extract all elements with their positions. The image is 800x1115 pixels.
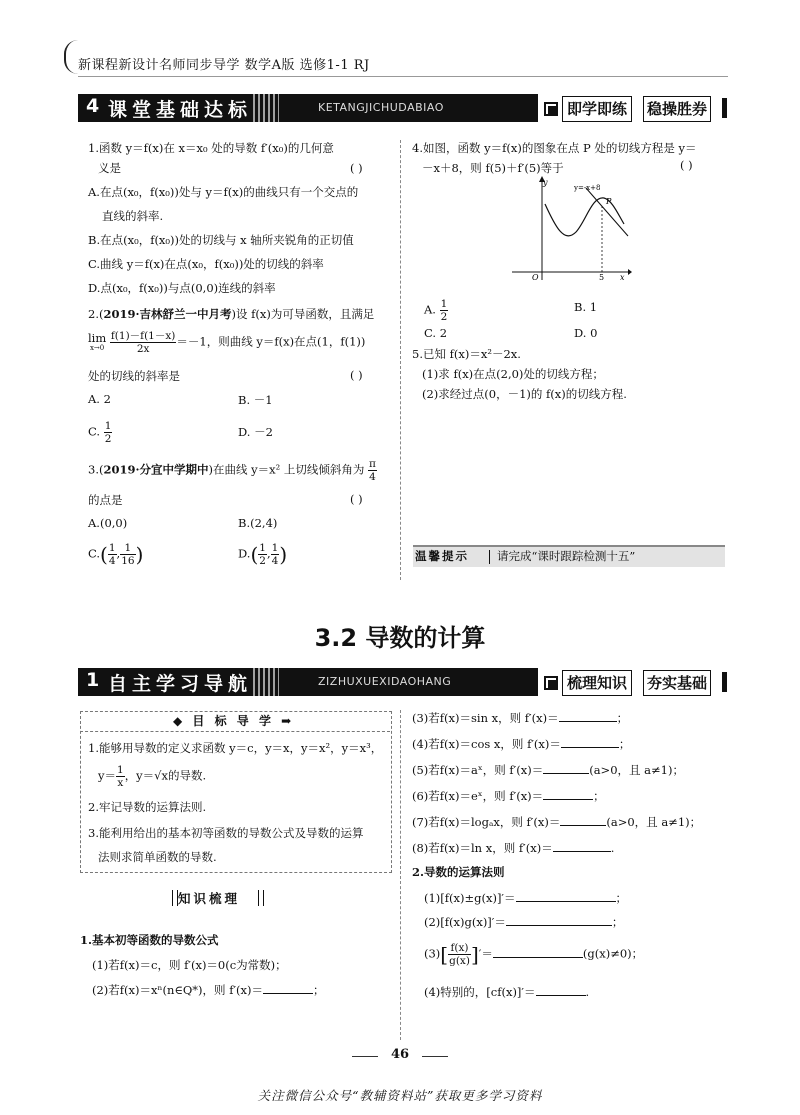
q2-stem-post: )设 f(x)为可导函数，且满足 [231,307,375,321]
knowledge-section-1: 1.基本初等函数的导数公式 [80,933,219,947]
q4-option-a [424,298,448,323]
q4-a-den: 2 [440,311,448,323]
q2-source: 2019·吉林舒兰一中月考 [103,307,232,321]
rule-3-blank [493,946,583,958]
formula-3-semi: ； [616,711,629,725]
q3-source: 2019·分宜中学期中 [103,462,209,477]
knowledge-section-2: 2.导数的运算法则 [412,865,505,879]
q2-option-a: A. 2 [88,392,111,406]
q5-part-1: (1)求 f(x)在点(2,0)处的切线方程； [422,367,604,381]
question-5 [412,344,627,404]
graph-origin-label: O [532,273,539,280]
q3-answer-paren: ( ) [350,492,363,506]
rule-4-dot: . [585,985,590,999]
formula-7 [412,812,701,832]
banner-pinyin: KETANGJICHUDABIAO [318,101,444,114]
rule-2-semi: ； [611,915,624,929]
q3-d-d1: 2 [259,555,266,567]
q3-c-n1: 1 [108,542,116,554]
rule-4 [424,982,589,1002]
formula-5 [412,760,684,780]
q4-a-num: 1 [440,298,448,310]
q4-answer-paren: ( ) [680,158,693,172]
formula-5-blank [543,762,589,774]
q3-frac-den: 4 [369,471,376,483]
rule-1-blank [516,890,616,902]
q4-option-b: B. 1 [574,300,598,314]
q1-option-a: A.在点(x₀，f(x₀))处与 y＝f(x)的曲线只有一个交点的 [88,185,359,199]
goal-1-y: y＝ [98,768,116,783]
q3-stem-post: )在曲线 y＝x² 上切线倾斜角为 [208,462,365,477]
graph-five-label: 5 [599,273,605,280]
q1-option-a-cont: 直线的斜率. [102,209,164,223]
q3-c-d1: 4 [108,555,116,567]
formula-2-text: (2)若f(x)＝xⁿ(n∈Q*)，则 f′(x)＝ [92,983,264,997]
q3-d-prefix: D. [238,546,251,561]
q3-frac-num: π [369,458,376,470]
q2-option-b: B. －1 [238,393,273,407]
banner-end-bar [722,98,727,118]
q2-c-den: 2 [104,433,112,445]
page-number: 46 [390,1047,410,1062]
q4-a-fraction [440,298,449,323]
formula-4-semi: ； [618,737,631,751]
arrow-left-icon: ◆ [173,714,186,728]
formula-4 [412,734,630,754]
goal-1: 1.能够用导数的定义求函数 y＝c，y＝x，y＝x²，y＝x³， [88,741,383,755]
rule-2-text: (2)[f(x)g(x)]′＝ [424,915,506,929]
formula-5-tail: (a>0，且 a≠1)； [589,763,684,777]
banner-number: 1 [86,669,100,691]
formula-7-text: (7)若f(x)＝logₐx，则 f′(x)＝ [412,815,561,829]
formula-3-blank [559,710,617,722]
q3-prefix: 3.( [88,462,104,477]
graph-x-arrow [628,269,632,275]
q3-stem-line2: 的点是 [88,493,123,507]
q1-option-d: D.点(x₀，f(x₀))与点(0,0)连线的斜率 [88,281,276,295]
q2-lim-text: lim [88,330,107,345]
q2-lim-sub: x→0 [89,343,105,352]
q3-option-a: A.(0,0) [88,516,128,530]
kb-right-bar [258,890,264,906]
goals-head-rule [80,731,390,732]
q2-c-prefix: C. [88,424,101,439]
formula-6 [412,786,605,806]
q3-d-frac2 [271,542,280,567]
formula-7-tail: (a>0，且 a≠1)； [606,815,702,829]
q2-limit-line [88,330,365,355]
banner-stripe [253,668,279,696]
arrow-right-icon: ➡ [281,714,295,728]
q4-graph [512,176,632,280]
q2-stem-line2: ＝－1，则曲线 y＝f(x)在点(1，f(1)) [176,334,366,349]
goals-list [88,738,386,867]
q2-frac-den: 2x [136,343,150,355]
q3-option-c: C.( $\frac{1}{4}$ , $\frac{1}{16}$ ) [88,542,144,567]
goal-1-fraction [116,764,125,789]
banner-dark-band [78,94,538,122]
formula-5-text: (5)若f(x)＝aˣ，则 f′(x)＝ [412,763,544,777]
q3-c-prefix: C. [88,546,101,561]
rule-1 [424,888,627,908]
rule-3-tail: (g(x)≠0)； [582,946,644,961]
formula-4-blank [561,736,619,748]
tip-box [413,545,725,567]
rule-3: (3)[ $\frac{f(x)}{g(x)}$ ]′＝ (g(x)≠0)； [424,942,644,967]
running-header: 新课程新设计名师同步导学 数学A版 选修1-1 RJ [78,58,370,73]
tip-text: 请完成“课时跟踪检测十五” [497,549,636,563]
footer-note: 关注微信公众号“教辅资料站”获取更多学习资料 [257,1088,543,1103]
graph-x-label: x [620,273,625,280]
q2-option-c [88,420,112,445]
section-title: 3.2 导数的计算 [314,624,486,652]
column-divider-2 [400,710,401,1040]
goal-2: 2.牢记导数的运算法则. [88,800,207,814]
banner-square-fill [548,680,556,688]
rule-1-text: (1)[f(x)±g(x)]′＝ [424,891,516,905]
q2-stem-line3: 处的切线的斜率是 [88,369,180,383]
rule-3-prefix: (3) [424,946,441,961]
column-divider [400,140,401,580]
q1-stem-line1: 1.函数 y＝f(x)在 x＝x₀ 处的导数 f′(x₀)的几何意 [88,141,334,155]
banner-pinyin: ZIZHUXUEXIDAOHANG [318,675,452,688]
banner-tag-2: 稳操胜券 [643,96,711,122]
tip-label: 温馨提示 [415,549,469,563]
formula-2-semi: ； [313,983,325,997]
rule-4-text: (4)特别的，[cf(x)]′＝ [424,985,536,999]
q3-d-n1: 1 [259,542,266,554]
goal-1-cont [88,764,386,789]
formula-6-text: (6)若f(x)＝eˣ，则 f′(x)＝ [412,789,544,803]
q2-lim [88,330,107,353]
q3-option-d: D.( $\frac{1}{2}$ , $\frac{1}{4}$ ) [238,542,288,567]
banner-tag-1: 梳理知识 [562,670,632,696]
formula-6-semi: ； [593,789,605,803]
banner-dark-band [78,668,538,696]
header-rule [78,76,728,77]
rule-2-blank [506,914,612,926]
q3-c-n2: 1 [120,542,135,555]
q3-fraction [368,458,377,483]
question-2 [88,304,374,324]
banner-number: 4 [86,95,100,117]
banner-square-fill [548,106,556,114]
q1-option-b: B.在点(x₀，f(x₀))处的切线与 x 轴所夹锐角的正切值 [88,233,354,247]
q4-stem-line1: 4.如图，函数 y＝f(x)的图象在点 P 处的切线方程是 y＝ [412,141,697,155]
banner-title: 自主学习导航 [108,673,253,695]
question-4 [412,138,697,178]
banner-tag-2: 夯实基础 [643,670,711,696]
graph-curve [545,198,624,236]
formula-8-dot: . [610,841,615,855]
goals-heading [173,712,294,729]
graph-y-label: y [543,178,548,187]
q3-c-d2: 16 [121,555,135,567]
goal-1-den: x [117,777,124,789]
rule-3-fraction [448,942,471,967]
q2-c-fraction [104,420,113,445]
formula-8-text: (8)若f(x)＝ln x，则 f′(x)＝ [412,841,553,855]
goals-heading-text: 目 标 导 学 [192,714,274,728]
goal-1-num: 1 [117,764,124,776]
graph-tangent-line [586,188,628,236]
rule-3-den: g(x) [449,955,470,967]
q2-option-d: D. －2 [238,425,273,439]
question-3 [88,458,377,483]
q1-stem-line2: 义是 [98,161,121,175]
rule-3-post: ′＝ [478,946,493,961]
q5-part-2: (2)求经过点(0，－1)的 f(x)的切线方程. [422,387,627,401]
q2-prefix: 2.( [88,307,104,321]
q4-a-prefix: A. [424,302,436,317]
q3-d-n2: 1 [271,542,279,554]
section-banner-self-study [78,668,728,696]
formula-8-blank [553,840,611,852]
formula-8 [412,838,614,858]
q4-option-c: C. 2 [424,326,448,340]
rule-4-blank [536,984,586,996]
banner-stripe [253,94,279,122]
graph-line-label: y=-x+8 [574,184,601,192]
banner-tag-1: 即学即练 [562,96,632,122]
banner-end-bar [722,672,727,692]
tip-divider [489,550,490,564]
q1-option-c: C.曲线 y＝f(x)在点(x₀，f(x₀))处的切线的斜率 [88,257,324,271]
q3-d-d2: 4 [271,555,279,567]
q2-fraction [110,330,176,355]
q3-option-b: B.(2,4) [238,516,278,530]
formula-3 [412,708,628,728]
rule-3-num: f(x) [448,942,471,955]
rule-1-semi: ； [615,891,628,905]
formula-2 [92,980,325,1000]
rule-2 [424,912,623,932]
q4-option-d: D. 0 [574,326,598,340]
formula-4-text: (4)若f(x)＝cos x，则 f′(x)＝ [412,737,561,751]
goal-1-post: ，y＝√x的导数. [124,768,207,783]
section-banner-classroom [78,94,728,122]
formula-1: (1)若f(x)＝c，则 f′(x)＝0(c为常数)； [92,958,287,972]
q5-stem: 5.已知 f(x)＝x²－2x. [412,347,521,361]
q4-stem-line2: －x＋8，则 f(5)＋f′(5)等于 [422,161,564,175]
formula-7-blank [560,814,606,826]
q3-d-frac1 [258,542,267,567]
q2-frac-num: f(1)－f(1－x) [110,330,176,342]
page-number-rule-right [422,1056,448,1057]
q2-answer-paren: ( ) [350,368,363,382]
graph-p-label: P [606,197,612,206]
formula-3-text: (3)若f(x)＝sin x，则 f′(x)＝ [412,711,559,725]
q3-c-frac1 [108,542,117,567]
formula-6-blank [543,788,593,800]
banner-title: 课堂基础达标 [108,99,253,121]
formula-2-blank [263,982,313,994]
goal-3: 3.能利用给出的基本初等函数的导数公式及导数的运算 [88,826,364,840]
q1-answer-paren: ( ) [350,161,363,175]
knowledge-heading: 知识梳理 [178,891,241,906]
question-1 [88,138,358,298]
goal-3-cont: 法则求简单函数的导数. [98,850,217,864]
q2-c-num: 1 [104,420,112,432]
q3-c-frac2 [120,542,135,567]
